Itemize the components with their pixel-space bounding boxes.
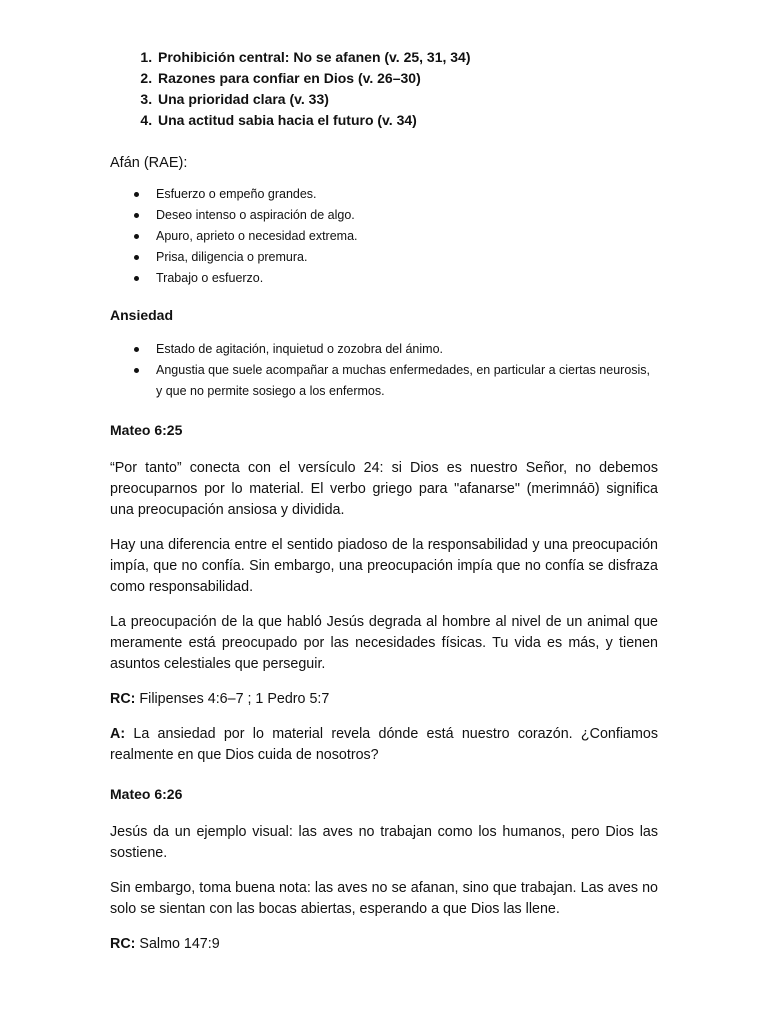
outline-list xyxy=(110,47,658,131)
bullet-icon xyxy=(134,368,139,373)
bullet-icon xyxy=(134,213,139,218)
paragraph: Jesús da un ejemplo visual: las aves no trabajan como los humanos, pero Dios las sostiene. xyxy=(110,824,658,861)
rc-text: Filipenses 4:6–7 ; 1 Pedro 5:7 xyxy=(139,691,330,707)
afan-label: Afán (RAE): xyxy=(110,155,188,171)
afan-definition-list xyxy=(110,184,658,289)
application-note xyxy=(110,724,658,766)
a-label: A: xyxy=(110,726,126,742)
list-item xyxy=(156,360,658,402)
list-item xyxy=(156,226,658,247)
outline-item: 3. Una prioridad clara (v. 33) xyxy=(156,89,658,110)
paragraph: Sin embargo, toma buena nota: las aves no se afanan, sino que trabajan. Las aves no solo se sientan con las bocas abiertas, esperando a que Dios las llene. xyxy=(110,880,658,917)
paragraph: “Por tanto” conecta con el versículo 24: si Dios es nuestro Señor, no debemos preocuparnos por lo material. El verbo griego para "afanarse" (merimnáō) significa una preocupación ansiosa y dividida. xyxy=(110,460,658,518)
paragraph: Hay una diferencia entre el sentido piadoso de la responsabilidad y una preocupación impía, que no confía. Sin embargo, una preocupación impía que no confía se disfraza como responsabilidad. xyxy=(110,537,658,595)
list-item-text: Angustia que suele acompañar a muchas enfermedades, en particular a ciertas neurosis, y que no permite sosiego a los enfermos. xyxy=(156,363,651,398)
rc-label: RC: xyxy=(110,936,136,952)
document-content xyxy=(110,47,658,955)
list-item xyxy=(156,247,658,268)
list-item-text: Estado de agitación, inquietud o zozobra del ánimo. xyxy=(156,342,443,356)
cross-reference xyxy=(110,934,658,955)
list-item-text: Esfuerzo o empeño grandes. xyxy=(156,187,317,201)
mateo-6-26-heading: Mateo 6:26 xyxy=(110,786,183,802)
mateo-6-25-heading: Mateo 6:25 xyxy=(110,422,183,438)
bullet-icon xyxy=(134,276,139,281)
ansiedad-heading: Ansiedad xyxy=(110,307,174,323)
list-item-text: Prisa, diligencia o premura. xyxy=(156,250,308,264)
bullet-icon xyxy=(134,347,139,352)
paragraph: La preocupación de la que habló Jesús degrada al hombre al nivel de un animal que meramente está preocupado por las necesidades físicas. Tu vida es más, y tienen asuntos celestiales que perseguir. xyxy=(110,614,658,672)
rc-label: RC: xyxy=(110,691,136,707)
list-item xyxy=(156,184,658,205)
outline-item: 2. Razones para confiar en Dios (v. 26–30) xyxy=(156,68,658,89)
cross-reference xyxy=(110,689,658,710)
list-item xyxy=(156,205,658,226)
outline-item: 4. Una actitud sabia hacia el futuro (v. 34) xyxy=(156,110,658,131)
rc-text: Salmo 147:9 xyxy=(139,936,220,952)
bullet-icon xyxy=(134,234,139,239)
list-item xyxy=(156,339,658,360)
list-item-text: Apuro, aprieto o necesidad extrema. xyxy=(156,229,358,243)
list-item xyxy=(156,268,658,289)
list-item-text: Trabajo o esfuerzo. xyxy=(156,271,264,285)
bullet-icon xyxy=(134,255,139,260)
bullet-icon xyxy=(134,192,139,197)
list-item-text: Deseo intenso o aspiración de algo. xyxy=(156,208,355,222)
a-text: La ansiedad por lo material revela dónde está nuestro corazón. ¿Confiamos realmente en que Dios cuida de nosotros? xyxy=(110,726,658,763)
outline-item: 1. Prohibición central: No se afanen (v. 25, 31, 34) xyxy=(156,47,658,68)
ansiedad-definition-list xyxy=(110,339,658,402)
